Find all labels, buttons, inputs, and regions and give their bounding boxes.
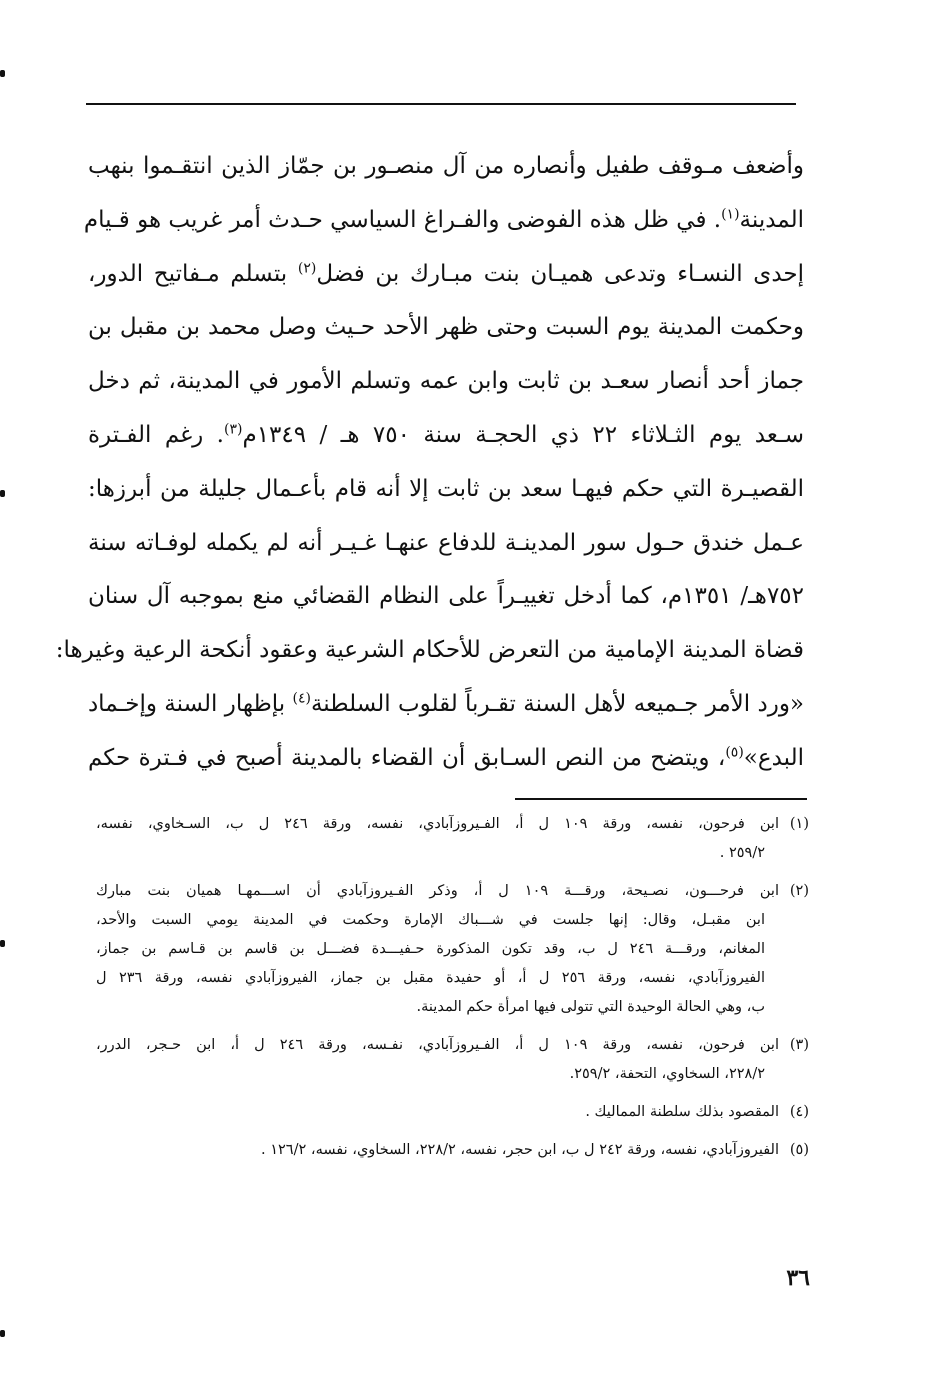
body-line-2: المدينة$^{(١)}$. في ظل هذه الفوضى والفـراغ السياسي حـدث أمر غريب هو قـيام <box>83 206 804 233</box>
footnote-ref-5[interactable]: (٥) <box>725 744 744 761</box>
footnote-number: (٣) <box>789 1037 809 1053</box>
body-line-7: القصيـرة التي حكم فيهـا سعد بن ثابت إلا أنه قام بأعـمال جليلة من أبرزها: <box>88 475 804 502</box>
footnote-ref-2[interactable]: (٢) <box>297 259 317 276</box>
scan-mark <box>0 940 5 947</box>
body-line-10: قضاة المدينة الإمامية من التعرض للأحكام الشرعية وعقود أنكحة الرعية وغيرها: <box>55 637 804 664</box>
footnote-number: (٥) <box>789 1142 809 1158</box>
footnote-ref-1[interactable]: (١) <box>721 206 740 223</box>
body-line-12: البدع»$^{(٥)}$، ويتضح من النص السـابق أن القضاء بالمدينة أصبح في فـترة حكم <box>88 744 804 771</box>
scan-mark <box>0 490 5 497</box>
footnote-1: (١)ابن فرحون، نفسه، ورقة ١٠٩ ل أ، الفـيروزآبادي، نفسه، ورقة ٢٤٦ ل ب، السـخاوي، نفسه، ٢٥٩/٢ . <box>96 810 809 868</box>
footnote-4: (٤)المقصود بذلك سلطنة المماليك . <box>96 1098 809 1127</box>
body-line-4: وحكمت المدينة يوم السبت وحتى ظهر الأحد حـيث وصل محمد بن مقبل بن <box>88 314 804 341</box>
footnote-number: (١) <box>789 816 809 832</box>
footnote-number: (٤) <box>789 1104 809 1120</box>
body-text <box>55 140 805 786</box>
body-line-8: عـمل خندق حـول سور المدينـة للدفاع عنهـا غـيـر أنه لم يكمله لوفـاته سنة <box>88 529 804 556</box>
footnote-2: (٢)ابن فرحـــون، نصـيحة، ورقـــة ١٠٩ ل أ، وذكر الفـيروزآبادي أن اســـمهـا هميان بنت مبارك ابن مقبـل، وقال: إنها جلست في شـــباك الإمارة وحكمت في المدينة يومي السبت والأحد، المغانم، ورقـــة ٢٤٦ ل ب، وقد تكون المذكورة حـفيـــدة فضـــل بن قاسم بن قـاسم بن جماز، الفيروزآبادي، نفسه، ورقة ٢٥٦ ل أ، أو حفيدة مقبل بن جماز، الفيروزآبادي نفسه، ورقة ٢٣٦ ل ب، وهي الحالة الوحيدة التي تتولى فيها امرأة حكم المدينة. <box>96 877 809 1022</box>
footnote-separator <box>515 798 807 800</box>
header-rule <box>86 103 796 105</box>
body-line-3: إحدى النسـاء وتدعى هميـان بنت مبـارك بن فضل$^{(٢)}$ بتسلم مـفاتيح الدور، <box>88 259 804 287</box>
footnotes <box>96 810 809 1174</box>
body-line-5: جماز أحد أنصار سعـد بن ثابت وابن عمه وتسلم الأمور في المدينة، ثم دخل <box>88 368 804 395</box>
scan-mark <box>0 1330 5 1337</box>
page-number: ٣٦ <box>786 1265 810 1291</box>
body-line-9: ٧٥٢هـ/ ١٣٥١م، كما أدخل تغييـراً على النظام القضائي منع بموجبه آل سنان <box>88 583 805 610</box>
footnote-ref-3[interactable]: (٣) <box>223 421 243 438</box>
scan-mark <box>0 70 5 77</box>
body-line-1: وأضعف مـوقف طفيل وأنصاره من آل منصـور بن جمّاز الذين انتقـموا بنهب <box>88 153 804 179</box>
footnote-ref-4[interactable]: (٤) <box>292 690 311 707</box>
body-line-11: «ورد الأمر جـميعه لأهل السنة تقـرباً لقلوب السلطنة$^{(٤)}$ بإظهار السنة وإخـماد <box>87 690 804 717</box>
body-line-6: سـعد يوم الثـلاثاء ٢٢ ذي الحجـة سنة ٧٥٠ هـ / ١٣٤٩م$^{(٣)}$. رغم الفـترة <box>88 421 804 448</box>
footnote-number: (٢) <box>789 883 809 899</box>
footnote-3: (٣)ابن فرحون، نفسه، ورقة ١٠٩ ل أ، الفـيروزآبادي، نفـسه، ورقة ٢٤٦ ل أ، ابن حـجر، الدرر، ٢٢٨/٢، السخاوي، التحفة، ٢٥٩/٢. <box>96 1031 809 1089</box>
footnote-5: (٥)الفيروزآبادي، نفسه، ورقة ٢٤٢ ل ب، ابن حجر، نفسه، ٢٢٨/٢، السخاوي، نفسه، ١٢٦/٢ . <box>96 1136 809 1165</box>
